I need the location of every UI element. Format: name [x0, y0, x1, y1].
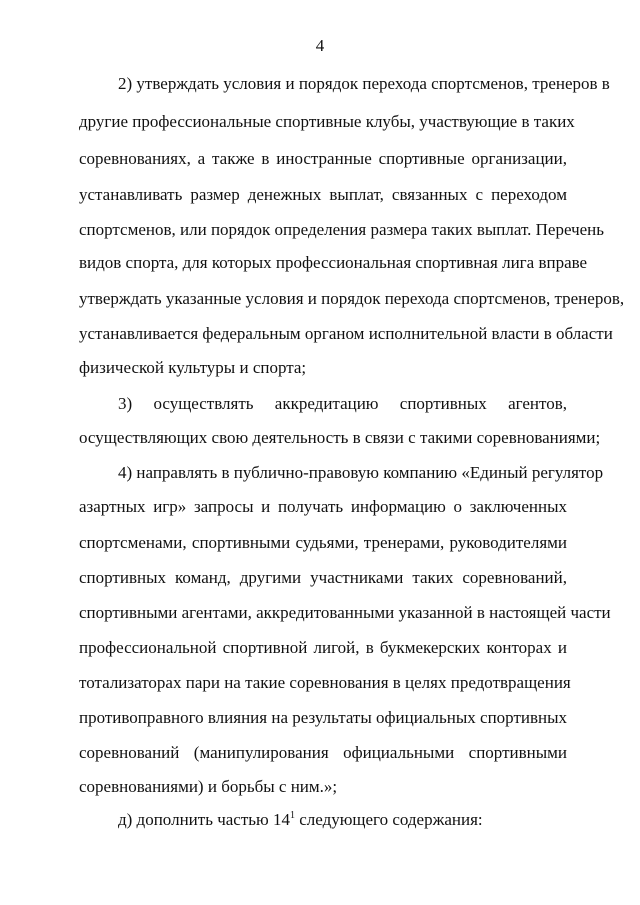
- text-line: противоправного влияния на результаты официальных спортивных: [79, 708, 568, 727]
- final-line-after: следующего содержания:: [294, 810, 483, 829]
- text-line: соревнованиях, а также в иностранные спортивные организации,: [79, 149, 567, 168]
- text-line: тотализаторах пари на такие соревнования в целях предотвращения: [79, 673, 571, 692]
- final-line-before: д) дополнить частью 14: [118, 810, 290, 829]
- text-line: утверждать указанные условия и порядок перехода спортсменов, тренеров,: [79, 289, 625, 308]
- final-line-superscript: 1: [289, 810, 295, 821]
- text-line: спортсменов, или порядок определения размера таких выплат. Перечень: [79, 220, 605, 239]
- text-line: видов спорта, для которых профессиональная спортивная лига вправе: [79, 253, 588, 272]
- text-line: спортсменами, спортивными судьями, тренерами, руководителями: [79, 533, 567, 552]
- final-line: [118, 810, 567, 830]
- page-number: 4: [315, 36, 325, 55]
- text-line: соревнованиями) и борьбы с ним.»;: [79, 777, 338, 796]
- text-line: устанавливается федеральным органом исполнительной власти в области: [79, 324, 613, 343]
- text-line: соревнований (манипулирования официальными спортивными: [79, 743, 567, 762]
- text-line: спортивными агентами, аккредитованными указанной в настоящей части: [79, 603, 611, 622]
- text-line: 4) направлять в публично-правовую компанию «Единый регулятор: [118, 463, 604, 482]
- text-line: 2) утверждать условия и порядок перехода спортсменов, тренеров в: [118, 74, 610, 93]
- text-line: азартных игр» запросы и получать информацию о заключенных: [79, 497, 567, 516]
- text-line: другие профессиональные спортивные клубы, участвующие в таких: [79, 112, 575, 131]
- text-line: устанавливать размер денежных выплат, связанных с переходом: [79, 185, 567, 204]
- text-line: физической культуры и спорта;: [79, 358, 307, 377]
- text-line: 3) осуществлять аккредитацию спортивных агентов,: [118, 394, 567, 413]
- text-line: спортивных команд, другими участниками таких соревнований,: [79, 568, 567, 587]
- text-line: осуществляющих свою деятельность в связи с такими соревнованиями;: [79, 428, 601, 447]
- text-line: профессиональной спортивной лигой, в букмекерских конторах и: [79, 638, 567, 657]
